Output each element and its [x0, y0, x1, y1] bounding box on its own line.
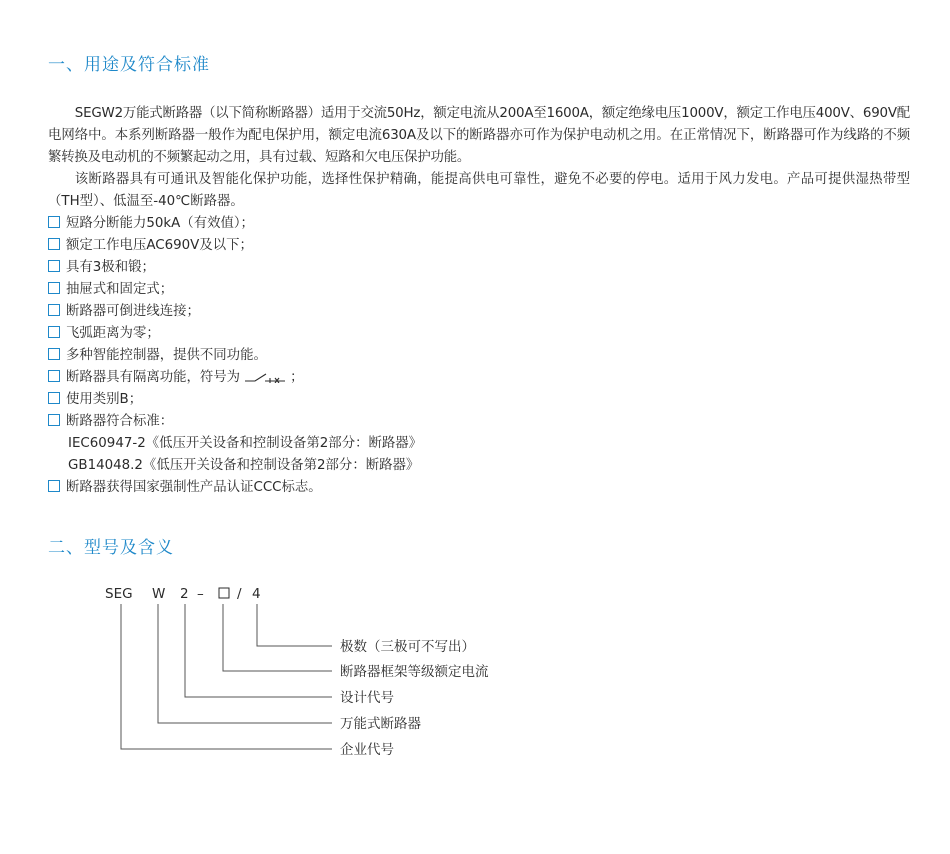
leader-line-poles [257, 604, 332, 646]
usage-paragraph-1: SEGW2万能式断路器（以下简称断路器）适用于交流50Hz，额定电流从200A至1600A，额定绝缘电压1000V，额定工作电压400V、690V配电网络中。本系列断路器一般作为配电保护用，额定电流630A及以下的断路器亦可作为保护电动机之用。在正常情况下，断路器可作为线路的不频繁转换及电动机的不频繁起动之用，具有过载、短路和欠电压保护功能。 [48, 106, 910, 165]
feature-text: 抽屉式和固定式； [66, 282, 174, 297]
meaning-company: 企业代号 [340, 742, 394, 758]
feature-text: 具有3极和锻； [66, 260, 155, 275]
leader-line-current [223, 604, 332, 671]
feature-text: 断路器符合标准： [66, 414, 174, 429]
usage-paragraph-2: 该断路器具有可通讯及智能化保护功能，选择性保护精确，能提高供电可靠性，避免不必要的停电。适用于风力发电。产品可提供湿热带型（TH型）、低温至-40℃断路器。 [48, 172, 910, 209]
feature-text: 断路器获得国家强制性产品认证CCC标志。 [66, 480, 322, 495]
isolation-suffix: ； [290, 370, 304, 385]
section-title-model: 二、型号及含义 [48, 538, 174, 558]
feature-text: 短路分断能力50kA（有效值）； [66, 216, 254, 231]
leader-line-company [121, 604, 332, 749]
code-dash: – [197, 586, 204, 602]
meaning-type: 万能式断路器 [340, 716, 421, 732]
meaning-design: 设计代号 [340, 690, 394, 706]
meaning-current: 断路器框架等级额定电流 [340, 664, 489, 680]
code-design: 2 [180, 586, 189, 602]
isolation-text: 断路器具有隔离功能，符号为 [66, 370, 241, 385]
code-type: W [152, 586, 166, 602]
feature-text: 使用类别B； [66, 392, 143, 407]
section-title-usage: 一、用途及符合标准 [48, 55, 210, 75]
leader-lines [121, 604, 332, 749]
current-placeholder-box [219, 588, 229, 598]
meaning-poles: 极数（三极可不写出） [340, 639, 475, 655]
leader-line-type [158, 604, 332, 723]
standard-item: IEC60947-2《低压开关设备和控制设备第2部分：断路器》 [68, 436, 423, 451]
standard-item: GB14048.2《低压开关设备和控制设备第2部分：断路器》 [68, 458, 420, 473]
feature-text: 额定工作电压AC690V及以下； [66, 238, 253, 253]
code-slash: / [237, 586, 242, 602]
feature-text: 飞弧距离为零； [66, 326, 160, 341]
code-company: SEG [105, 586, 133, 602]
code-poles: 4 [252, 586, 261, 602]
feature-text: 断路器可倒进线连接； [66, 304, 200, 319]
feature-text: 多种智能控制器，提供不同功能。 [66, 348, 267, 363]
leader-line-design [185, 604, 332, 697]
